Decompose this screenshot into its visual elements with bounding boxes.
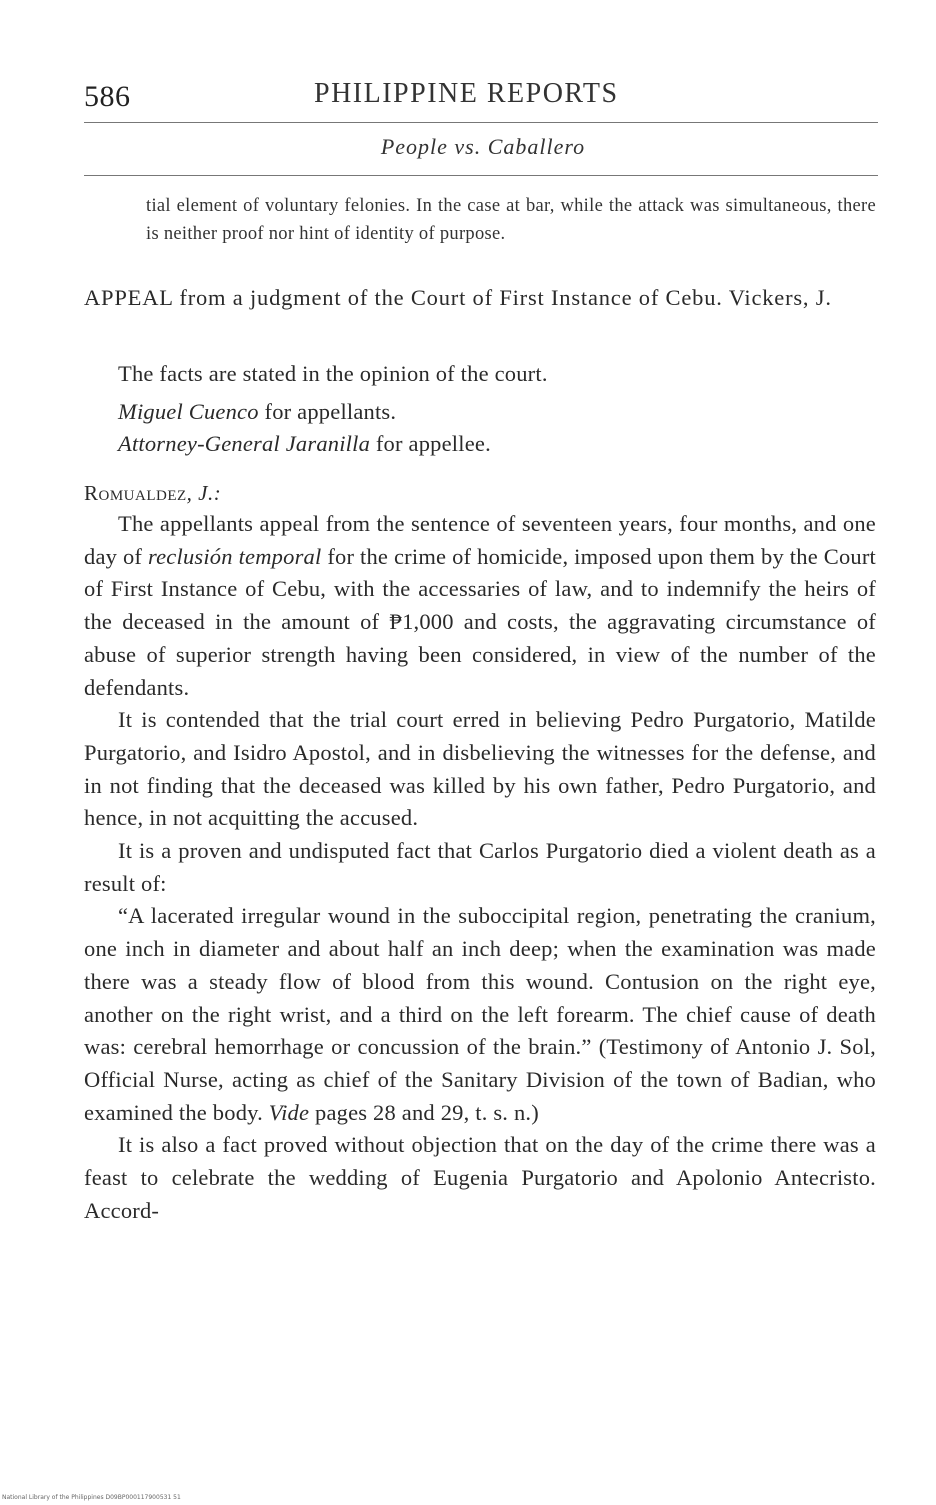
ponente-name: Romualdez [84, 481, 187, 505]
counsel-list [118, 396, 878, 460]
opinion-paragraph: It is contended that the trial court erred in believing Pedro Purgatorio, Matilde Purgatorio, and Isidro Apostol, and in disbelieving the witnesses for the defense, and in not finding that the deceased was killed by his own father, Pedro Purgatorio, and hence, in not acquitting the accused. [84, 707, 876, 831]
paragraph-text: pages 28 and 29, t. s. n.) [309, 1099, 539, 1125]
paragraph-text: for the crime of homicide, imposed upon them by the Court of First Instance of Cebu, with the accessaries of law, and to indemnify the heirs of the deceased in the amount of ₱1,000 and costs, the aggravating circumstance of abuse of superior strength having been considered, in view of the number of the defendants. [84, 543, 877, 700]
running-title: PHILIPPINE REPORTS [314, 78, 619, 109]
paragraph-text: The appellants appeal from the sentence of seventeen years, four months, and one day of [84, 511, 876, 569]
counsel-name: Miguel Cuenco [118, 399, 259, 424]
opinion-paragraph: It is also a fact proved without objection that on the day of the crime there was a feast to celebrate the wedding of Eugenia Purgatorio and Apolonio Antecristo. Accord- [84, 1132, 876, 1223]
appeal-line: APPEAL from a judgment of the Court of First Instance of Cebu. Vickers, J. [84, 285, 832, 310]
counsel-role: for appellee. [370, 431, 491, 456]
case-title-rule [84, 175, 878, 176]
header-rule [84, 122, 878, 123]
counsel-name: Attorney-General Jaranilla [118, 431, 371, 456]
syllabus-note [146, 192, 876, 248]
facts-statement [118, 358, 878, 390]
paragraph-italic: reclusión temporal [148, 543, 322, 569]
counsel-appellee [118, 428, 878, 460]
opinion-body [84, 508, 876, 1227]
opinion-quote [84, 900, 876, 1129]
opinion-paragraph [84, 508, 876, 704]
case-title: People vs. Caballero [380, 134, 586, 159]
counsel-role: for appellants. [258, 399, 397, 424]
page-number: 586 [84, 80, 131, 113]
ponente [84, 478, 876, 508]
opinion-paragraph: It is a proven and undisputed fact that Carlos Purgatorio died a violent death as a result of: [84, 838, 876, 896]
scan-footer-mark: National Library of the Philippines D09BP000117900531 51 [2, 1494, 181, 1501]
syllabus-text: tial element of voluntary felonies. In the case at bar, while the attack was simultaneous, there is neither proof nor hint of identity of purpose. [146, 196, 876, 244]
facts-text: The facts are stated in the opinion of the court. [118, 361, 548, 386]
counsel-appellants [118, 396, 878, 428]
paragraph-italic: Vide [268, 1099, 310, 1125]
ponente-suffix: , J.: [186, 481, 222, 505]
paragraph-text: “A lacerated irregular wound in the suboccipital region, penetrating the cranium, one inch in diameter and about half an inch deep; when the examination was made there was a steady flow of blood from this wound. Contusion on the right eye, another on the right wrist, and a third on the left forearm. The chief cause of death was: cerebral hemorrhage or concussion of the brain.” (Testimony of Antonio J. Sol, Official Nurse, acting as chief of the Sanitary Division of the town of Badian, who examined the body. [84, 903, 876, 1125]
